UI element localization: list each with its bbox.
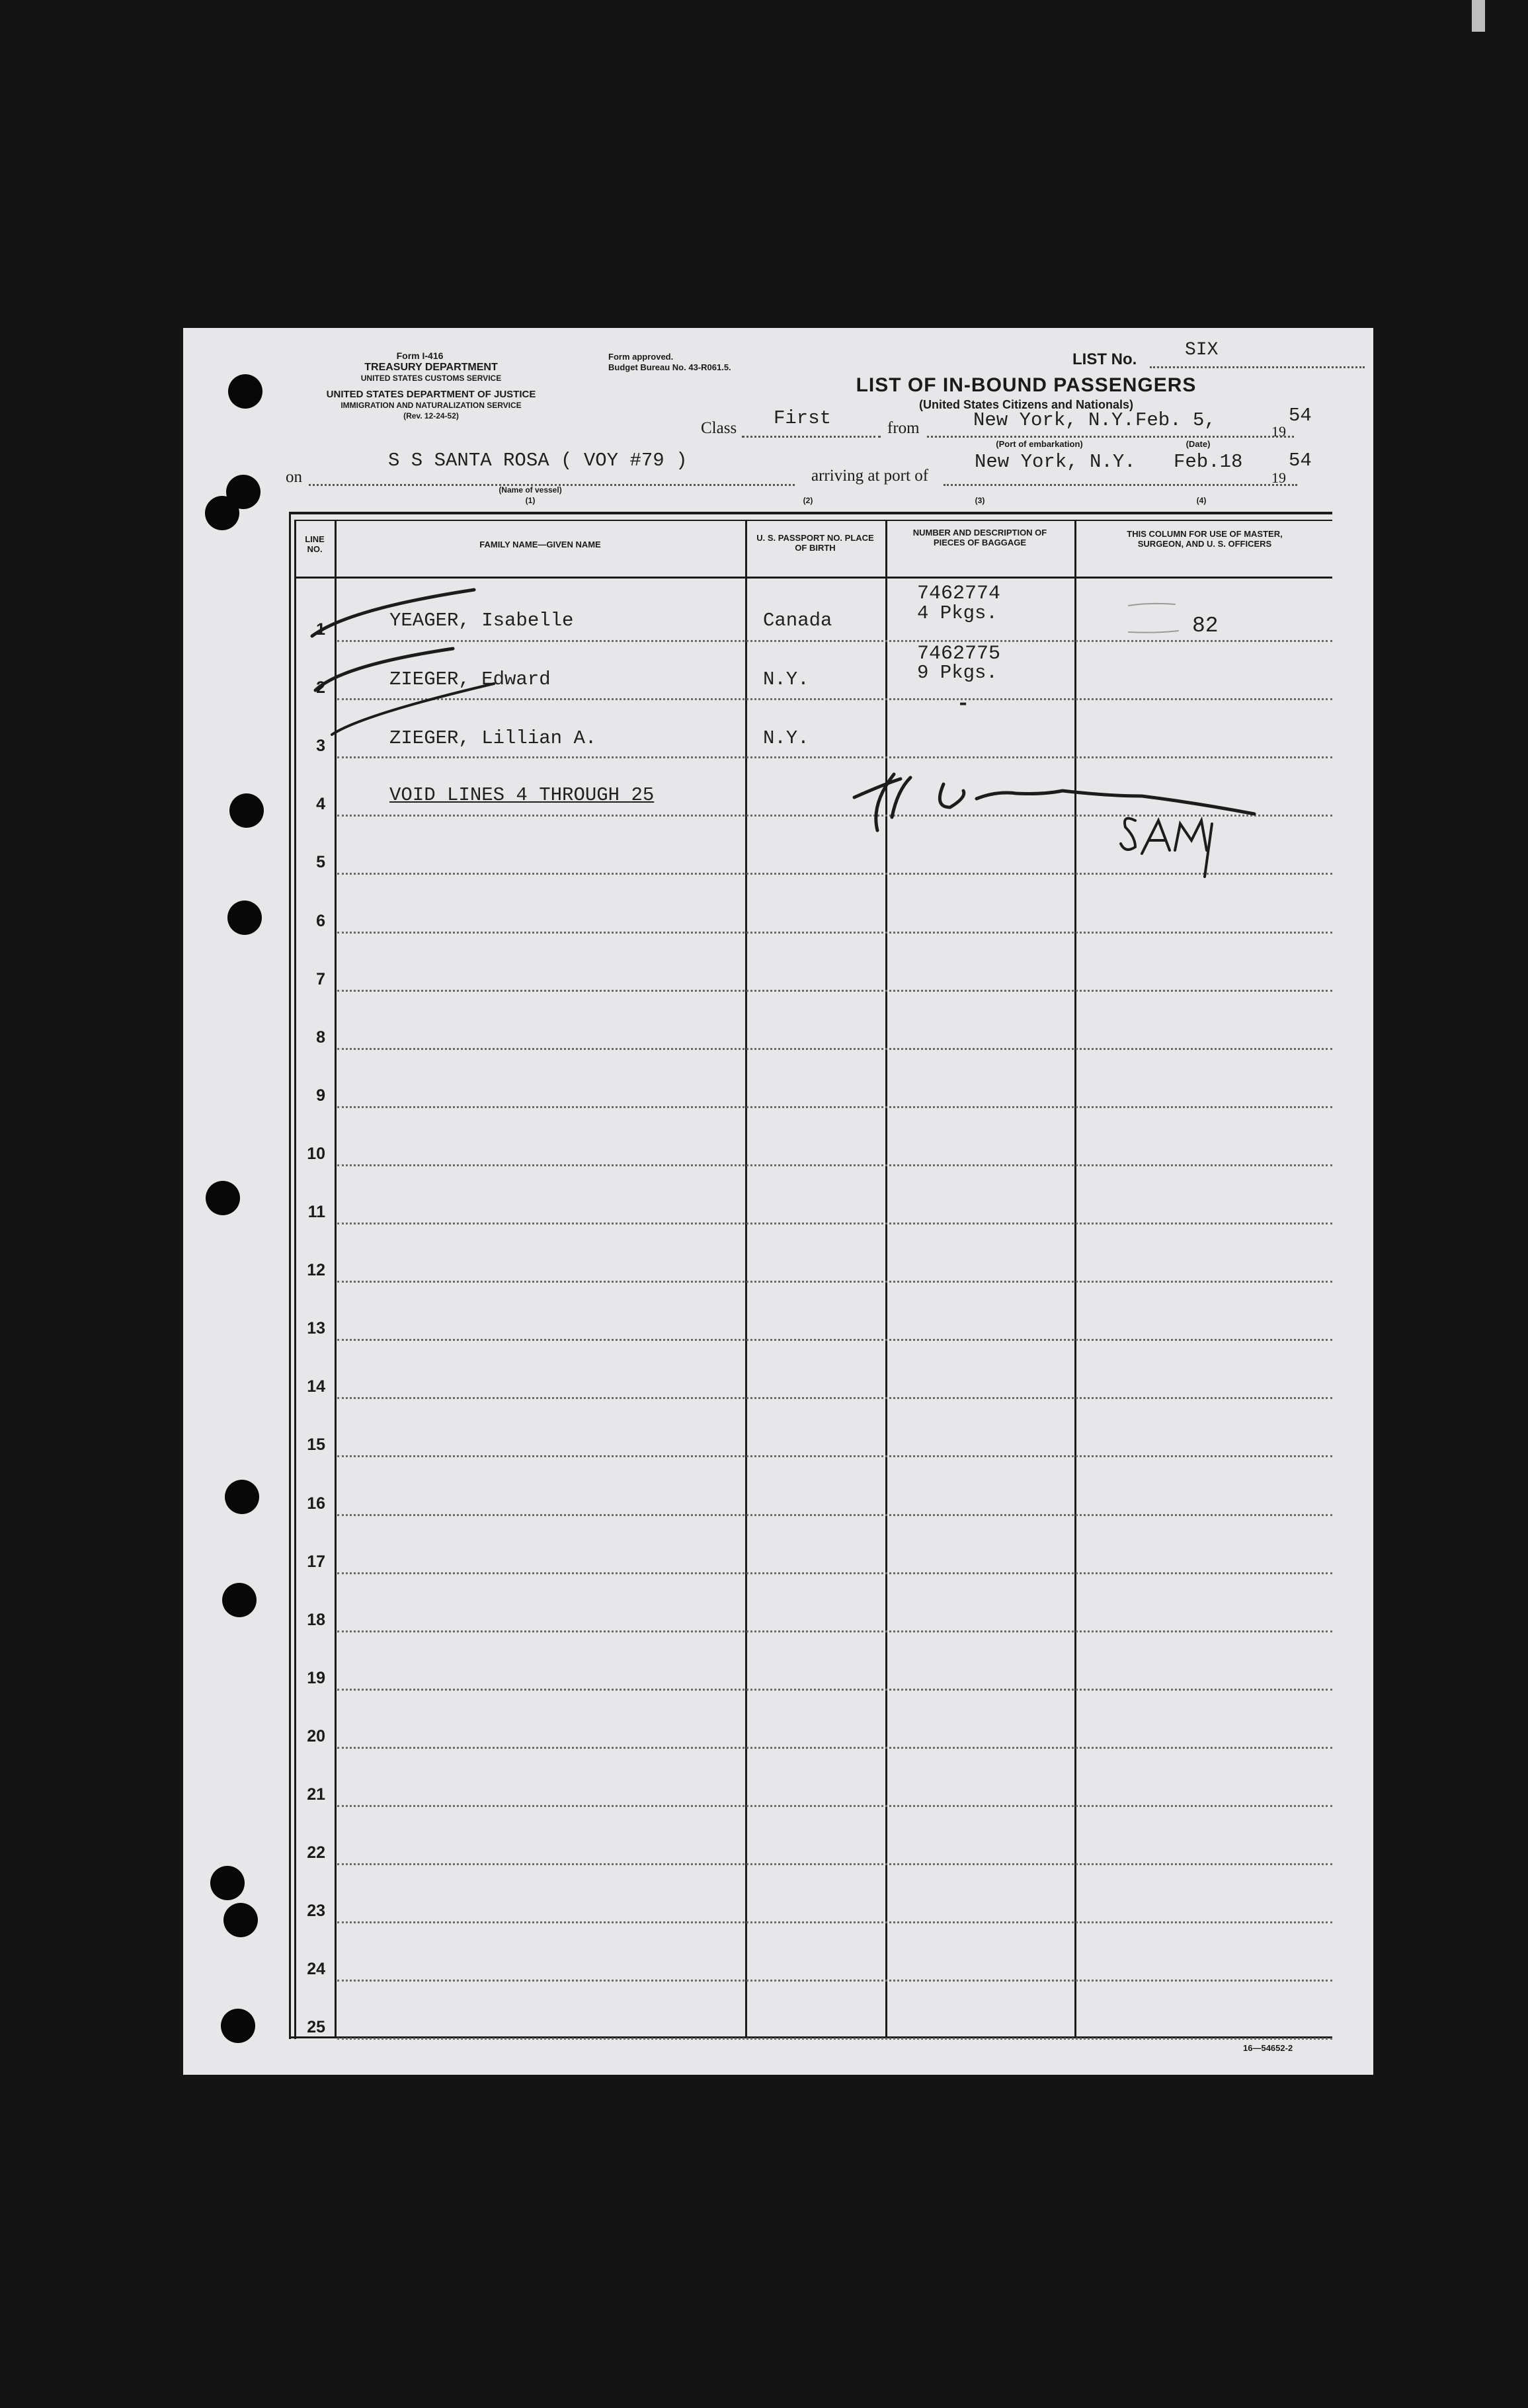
line-number: 25 bbox=[307, 2018, 325, 2037]
from-label: from bbox=[887, 419, 920, 437]
line-number: 14 bbox=[307, 1377, 325, 1396]
entry-1-name: YEAGER, Isabelle bbox=[389, 610, 574, 631]
department-name: TREASURY DEPARTMENT bbox=[364, 362, 498, 373]
line-number: 13 bbox=[307, 1319, 325, 1338]
line-number: 15 bbox=[307, 1435, 325, 1455]
line-number: 22 bbox=[307, 1843, 325, 1863]
vessel-label: on bbox=[286, 468, 302, 486]
column-header-passport: U. S. PASSPORT NO. PLACE OF BIRTH bbox=[756, 533, 874, 553]
column-number: (1) bbox=[525, 496, 536, 505]
entry-1-birth: Canada bbox=[763, 610, 832, 631]
column-header-line-no: LINE NO. bbox=[305, 534, 325, 554]
form-approved: Form approved. bbox=[608, 352, 674, 362]
check-mark-line-3 bbox=[332, 684, 494, 735]
line-number: 20 bbox=[307, 1726, 325, 1746]
column-number: (2) bbox=[803, 496, 813, 505]
line-number: 16 bbox=[307, 1494, 325, 1513]
entry-2-birth: N.Y. bbox=[763, 668, 809, 690]
line-number: 12 bbox=[307, 1261, 325, 1280]
line-number: 23 bbox=[307, 1902, 325, 1921]
from-year-value: 54 bbox=[1289, 405, 1312, 426]
form-number: Form I-416 bbox=[396, 350, 444, 361]
list-no-value: SIX bbox=[1185, 340, 1219, 360]
justice-department: UNITED STATES DEPARTMENT OF JUSTICE bbox=[326, 389, 536, 400]
form-subtitle: (United States Citizens and Nationals) bbox=[918, 398, 1134, 411]
line-number: 1 bbox=[316, 620, 325, 639]
check-mark-line-1 bbox=[312, 590, 474, 636]
arrival-year-prefix: 19 bbox=[1271, 469, 1286, 486]
entry-2-name: ZIEGER, Edward bbox=[389, 668, 551, 690]
line-number: 5 bbox=[316, 853, 325, 872]
line-number: 11 bbox=[307, 1203, 325, 1221]
faint-mark bbox=[1129, 604, 1175, 606]
embarkation-caption: (Port of embarkation) bbox=[996, 439, 1083, 449]
entry-2-baggage-number: 7462775 bbox=[917, 643, 1001, 665]
date-caption: (Date) bbox=[1186, 439, 1211, 449]
form-revision: (Rev. 12-24-52) bbox=[403, 411, 459, 421]
line-number: 7 bbox=[316, 969, 325, 988]
entry-1-baggage-number: 7462774 bbox=[917, 582, 1001, 605]
entry-4-void-note: VOID LINES 4 THROUGH 25 bbox=[389, 784, 655, 806]
entry-2-baggage-description: 9 Pkgs. bbox=[917, 662, 998, 684]
line-number: 24 bbox=[307, 1960, 325, 1979]
column-header-baggage: NUMBER AND DESCRIPTION OF PIECES OF BAGGAGE bbox=[912, 528, 1047, 547]
arrival-label: arriving at port of bbox=[811, 467, 929, 485]
line-number: 4 bbox=[316, 795, 325, 814]
entry-3-baggage-dash: - bbox=[957, 692, 970, 716]
column-header-officers: THIS COLUMN FOR USE OF MASTER, SURGEON, AND U. S. OFFICERS bbox=[1127, 529, 1283, 549]
line-number: 8 bbox=[316, 1027, 325, 1047]
check-mark-line-2 bbox=[315, 649, 453, 690]
column-number: (3) bbox=[975, 496, 985, 505]
line-number: 9 bbox=[316, 1086, 325, 1105]
vessel-caption: (Name of vessel) bbox=[499, 485, 562, 495]
from-port-value: New York, N.Y. bbox=[973, 409, 1135, 431]
initials-a bbox=[1142, 821, 1170, 854]
column-number: (4) bbox=[1196, 496, 1207, 505]
from-year-prefix: 19 bbox=[1271, 423, 1286, 440]
form-title: LIST OF IN-BOUND PASSENGERS bbox=[856, 374, 1197, 396]
print-code: 16—54652-2 bbox=[1243, 2043, 1293, 2053]
line-number: 18 bbox=[307, 1610, 325, 1629]
customs-service: UNITED STATES CUSTOMS SERVICE bbox=[360, 374, 502, 383]
line-number: 3 bbox=[316, 737, 325, 756]
class-label: Class bbox=[701, 419, 737, 437]
arrival-date-value: Feb.18 bbox=[1174, 451, 1243, 473]
faint-mark bbox=[1129, 631, 1178, 633]
initials-m bbox=[1175, 821, 1212, 877]
line-number: 21 bbox=[307, 1785, 325, 1804]
line-number: 10 bbox=[307, 1144, 325, 1163]
entry-3-birth: N.Y. bbox=[763, 727, 809, 749]
line-number: 17 bbox=[307, 1552, 325, 1571]
list-no-label: LIST No. bbox=[1072, 350, 1137, 368]
entry-1-baggage-description: 4 Pkgs. bbox=[917, 602, 998, 624]
initials-s bbox=[1121, 819, 1135, 850]
inspector-signature bbox=[854, 774, 1254, 830]
line-number: 19 bbox=[307, 1668, 325, 1687]
column-header-name: FAMILY NAME—GIVEN NAME bbox=[479, 540, 601, 549]
entry-3-name: ZIEGER, Lillian A. bbox=[389, 727, 597, 749]
handwritten-marks bbox=[183, 328, 1373, 2075]
line-number: 6 bbox=[316, 911, 325, 930]
entry-1-officer-number: 82 bbox=[1192, 614, 1219, 638]
class-value: First bbox=[774, 407, 832, 429]
film-edge-mark bbox=[1472, 0, 1485, 32]
arrival-port-value: New York, N.Y. bbox=[975, 451, 1136, 473]
line-number: 2 bbox=[316, 678, 325, 698]
immigration-service: IMMIGRATION AND NATURALIZATION SERVICE bbox=[341, 401, 522, 410]
from-date-value: Feb. 5, bbox=[1135, 409, 1216, 431]
vessel-value: S S SANTA ROSA ( VOY #79 ) bbox=[388, 450, 688, 471]
budget-bureau: Budget Bureau No. 43-R061.5. bbox=[608, 362, 731, 372]
arrival-year-value: 54 bbox=[1289, 450, 1312, 471]
passenger-list-form bbox=[183, 328, 1373, 2075]
